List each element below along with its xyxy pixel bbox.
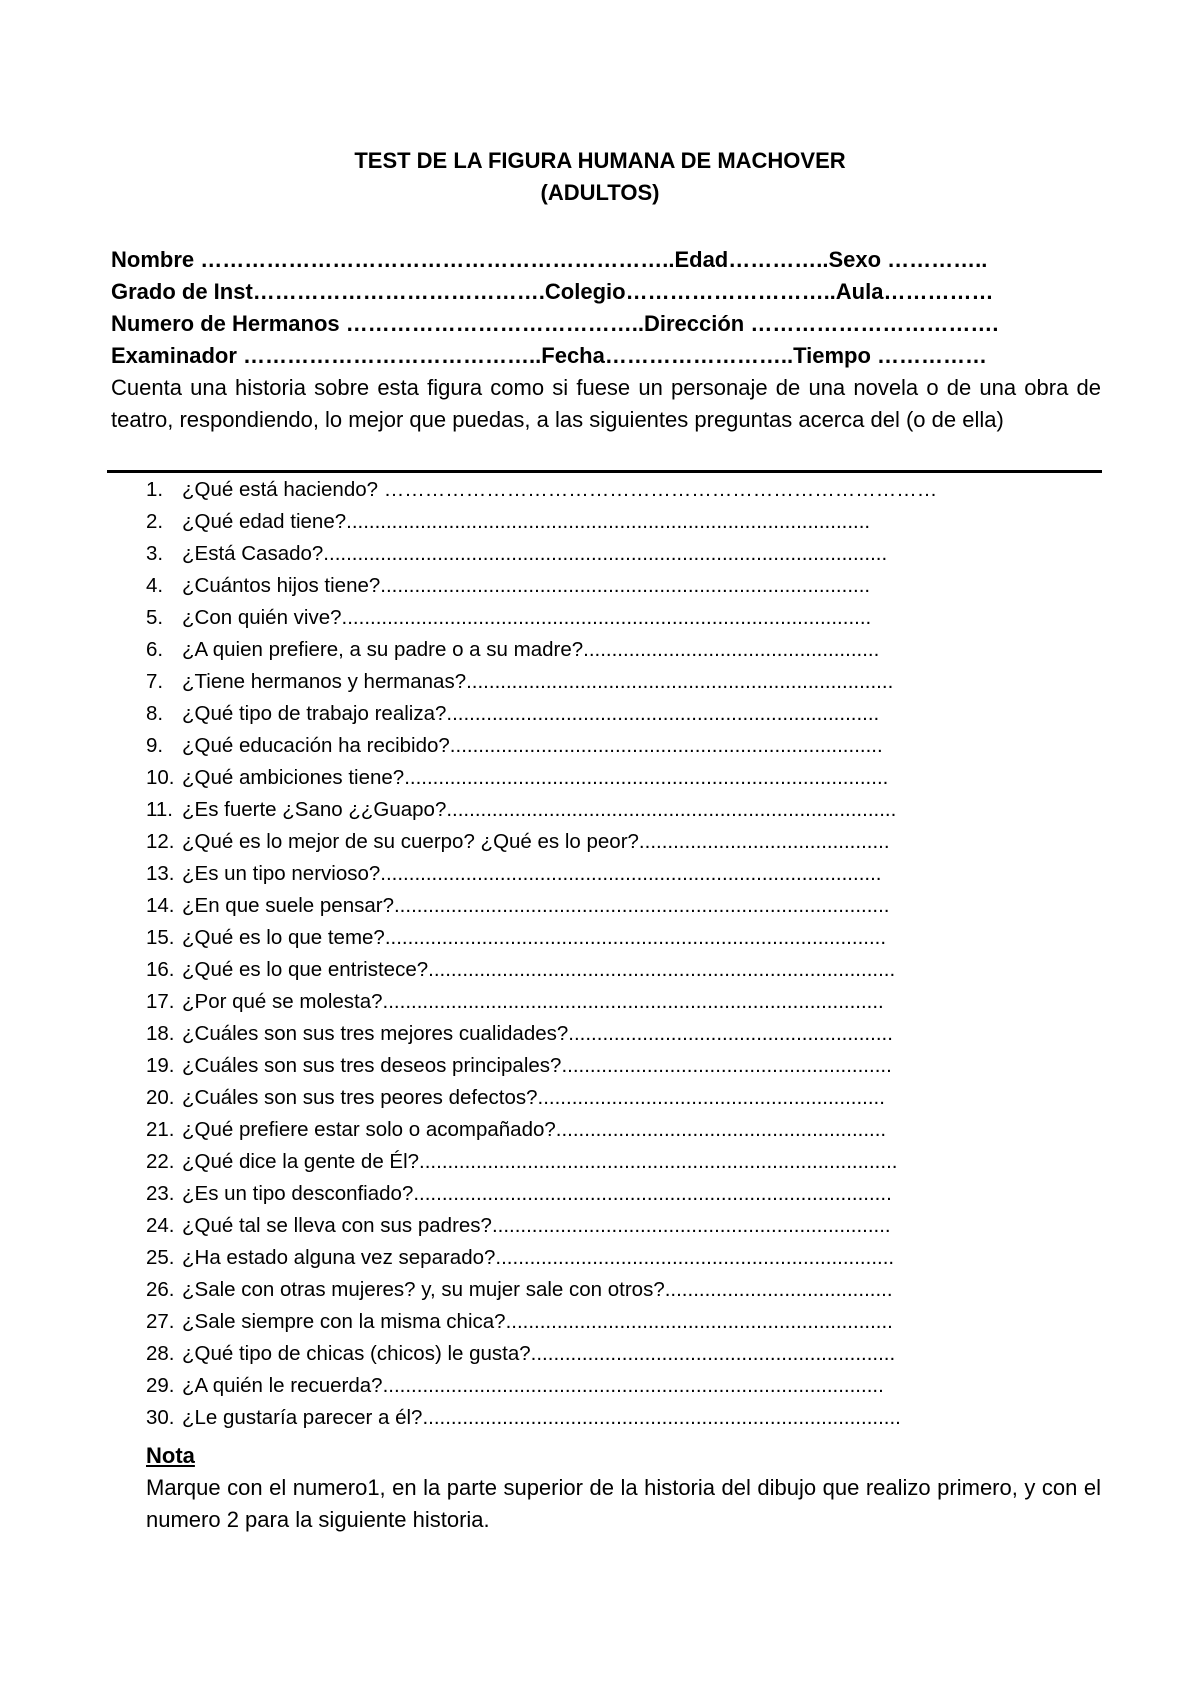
question-number: 21. [146, 1118, 175, 1141]
question-item [146, 1082, 1076, 1114]
question-text: ¿Es un tipo nervioso?........................................................................................ [182, 862, 882, 885]
question-item [146, 602, 1076, 634]
question-item [146, 634, 1076, 666]
question-number: 29. [146, 1374, 175, 1397]
question-text: ¿Por qué se molesta?........................................................................................ [182, 990, 884, 1013]
question-item [146, 1050, 1076, 1082]
question-number: 13. [146, 862, 175, 885]
field-line-examinador: Examinador …………………………………..Fecha……………………..Tiempo …………… [111, 343, 988, 368]
question-text: ¿Qué ambiciones tiene?..................................................................................... [182, 766, 889, 789]
question-number: 25. [146, 1246, 175, 1269]
question-item [146, 826, 1076, 858]
question-number: 5. [146, 606, 164, 629]
note-heading: Nota [146, 1443, 195, 1468]
question-number: 10. [146, 766, 175, 789]
question-item [146, 1210, 1076, 1242]
question-item [146, 1114, 1076, 1146]
question-text: ¿Qué está haciendo? ……………………………………………………………………… [182, 478, 938, 501]
question-text: ¿Sale siempre con la misma chica?.................................................................... [182, 1310, 893, 1333]
question-text: ¿Qué es lo mejor de su cuerpo? ¿Qué es lo peor?............................................ [182, 830, 890, 853]
question-number: 7. [146, 670, 164, 693]
question-text: ¿Está Casado?................................................................................................... [182, 542, 888, 565]
field-line-hermanos: Numero de Hermanos …………………………………..Dirección ……………………………. [111, 311, 999, 336]
question-number: 4. [146, 574, 164, 597]
question-item [146, 506, 1076, 538]
question-number: 11. [146, 798, 173, 821]
question-number: 23. [146, 1182, 175, 1205]
question-item [146, 698, 1076, 730]
question-item [146, 1370, 1076, 1402]
question-text: ¿Cuáles son sus tres mejores cualidades?......................................................... [182, 1022, 893, 1045]
note-body: Marque con el numero1, en la parte superior de la historia del dibujo que realizo primero, y con el numero 2 para la siguiente historia. [146, 1475, 1101, 1532]
question-item [146, 954, 1076, 986]
question-item [146, 1018, 1076, 1050]
question-item [146, 922, 1076, 954]
question-number: 12. [146, 830, 175, 853]
question-text: ¿Es fuerte ¿Sano ¿¿Guapo?............................................................................... [182, 798, 897, 821]
question-item [146, 1338, 1076, 1370]
question-number: 17. [146, 990, 175, 1013]
question-text: ¿Ha estado alguna vez separado?...................................................................... [182, 1246, 895, 1269]
question-item [146, 1146, 1076, 1178]
question-number: 30. [146, 1406, 175, 1429]
field-line-nombre: Nombre ………………………………………………………..Edad…………..Sexo ………….. [111, 247, 988, 272]
question-number: 6. [146, 638, 164, 661]
divider-line [107, 470, 1102, 473]
question-number: 24. [146, 1214, 175, 1237]
field-line-grado: Grado de Inst………………………………….Colegio………………………..Aula…………… [111, 279, 994, 304]
question-text: ¿Qué dice la gente de Él?.................................................................................... [182, 1150, 898, 1173]
question-text: ¿A quien prefiere, a su padre o a su madre?.................................................... [182, 638, 880, 661]
question-number: 27. [146, 1310, 175, 1333]
question-number: 2. [146, 510, 164, 533]
question-text: ¿Tiene hermanos y hermanas?........................................................................... [182, 670, 894, 693]
question-number: 18. [146, 1022, 175, 1045]
question-item [146, 570, 1076, 602]
question-item [146, 666, 1076, 698]
question-text: ¿Con quién vive?............................................................................................. [182, 606, 872, 629]
question-text: ¿Qué tal se lleva con sus padres?...................................................................... [182, 1214, 891, 1237]
question-text: ¿Sale con otras mujeres? y, su mujer sale con otros?........................................ [182, 1278, 893, 1301]
question-text: ¿Cuáles son sus tres deseos principales?.......................................................... [182, 1054, 892, 1077]
question-text: ¿Le gustaría parecer a él?.................................................................................... [182, 1406, 901, 1429]
question-text: ¿Qué es lo que teme?........................................................................................ [182, 926, 887, 949]
instructions-paragraph: Cuenta una historia sobre esta figura como si fuese un personaje de una novela o de una obra de teatro, respondiendo, lo mejor que puedas, a las siguientes preguntas acerca del (o de ella) [111, 375, 1101, 432]
question-item [146, 762, 1076, 794]
question-list [146, 474, 1076, 1434]
question-number: 14. [146, 894, 175, 917]
question-text: ¿Cuántos hijos tiene?...................................................................................... [182, 574, 871, 597]
question-text: ¿A quién le recuerda?........................................................................................ [182, 1374, 884, 1397]
question-number: 9. [146, 734, 164, 757]
question-item [146, 538, 1076, 570]
question-item [146, 1178, 1076, 1210]
document-title: TEST DE LA FIGURA HUMANA DE MACHOVER [354, 148, 846, 173]
question-text: ¿Qué es lo que entristece?.................................................................................. [182, 958, 896, 981]
question-text: ¿Qué educación ha recibido?............................................................................ [182, 734, 883, 757]
question-text: ¿Qué tipo de chicas (chicos) le gusta?................................................................ [182, 1342, 896, 1365]
question-item [146, 1274, 1076, 1306]
question-text: ¿En que suele pensar?....................................................................................... [182, 894, 890, 917]
question-item [146, 890, 1076, 922]
question-text: ¿Qué tipo de trabajo realiza?............................................................................ [182, 702, 880, 725]
question-number: 1. [146, 478, 164, 501]
question-number: 28. [146, 1342, 175, 1365]
question-number: 16. [146, 958, 175, 981]
question-item [146, 1306, 1076, 1338]
question-text: ¿Qué edad tiene?............................................................................................ [182, 510, 871, 533]
question-item [146, 730, 1076, 762]
question-number: 26. [146, 1278, 175, 1301]
question-text: ¿Qué prefiere estar solo o acompañado?.......................................................... [182, 1118, 887, 1141]
question-item [146, 858, 1076, 890]
question-number: 20. [146, 1086, 175, 1109]
question-number: 8. [146, 702, 164, 725]
question-text: ¿Cuáles son sus tres peores defectos?............................................................. [182, 1086, 885, 1109]
question-item [146, 1402, 1076, 1434]
question-item [146, 986, 1076, 1018]
info-fields [111, 244, 1101, 372]
question-number: 22. [146, 1150, 175, 1173]
question-text: ¿Es un tipo desconfiado?.................................................................................... [182, 1182, 892, 1205]
question-item [146, 474, 1076, 506]
question-item [146, 1242, 1076, 1274]
question-number: 15. [146, 926, 175, 949]
question-number: 3. [146, 542, 164, 565]
question-item [146, 794, 1076, 826]
document-subtitle: (ADULTOS) [540, 180, 660, 205]
question-number: 19. [146, 1054, 175, 1077]
